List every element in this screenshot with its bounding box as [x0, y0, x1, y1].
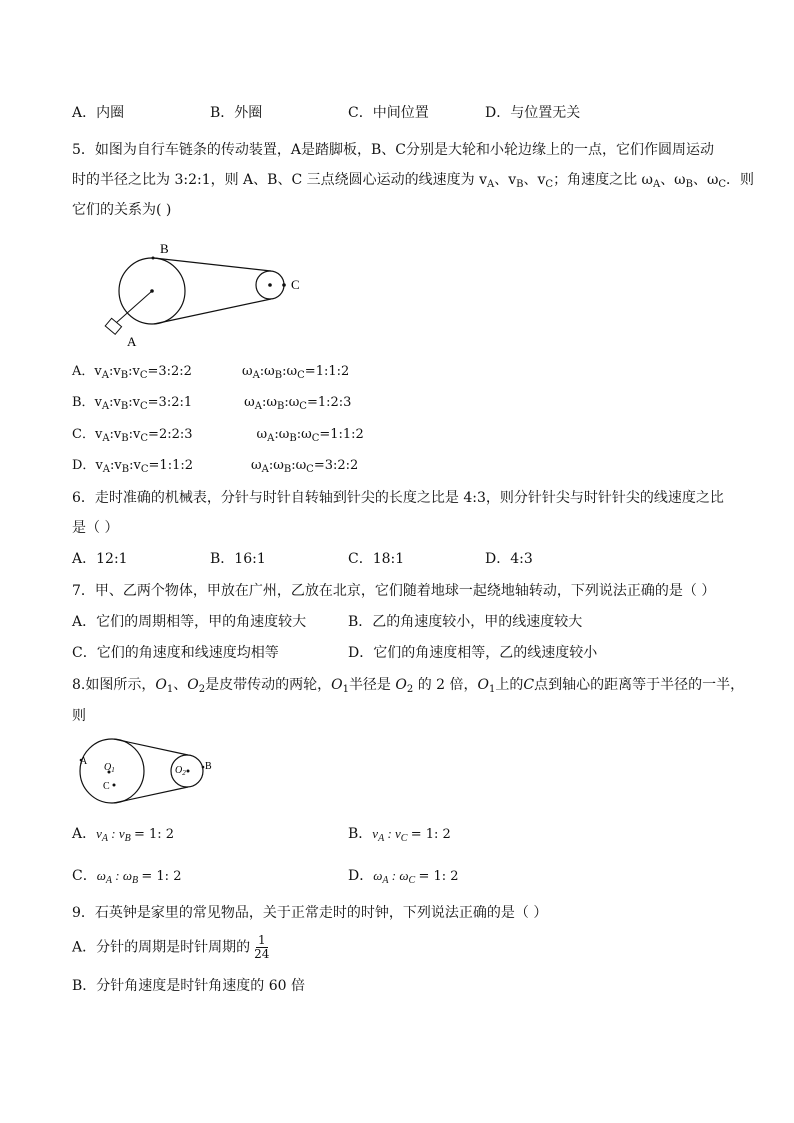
label-c: C	[291, 277, 300, 292]
label-b: B	[160, 241, 169, 256]
q5-option-a: A．$v_A:v_B:v_C=3:2:2$ $\omega_A:\omega_B:\omega_C=1:1:2$	[72, 364, 350, 381]
q7-option-c: C．它们的角速度和线速度均相等	[72, 645, 279, 661]
q5-stem-line1: 5．如图为自行车链条的传动装置，A是踏脚板，B、C分别是大轮和小轮边缘上的一点，它们作圆周运动	[72, 142, 715, 158]
label-a: A	[80, 756, 88, 767]
q6-option-d: D．4:3	[485, 551, 533, 567]
fraction-1-24: $\frac{1}{24}$	[254, 933, 270, 961]
q7-option-b: B．乙的角速度较小，甲的线速度较大	[348, 614, 583, 630]
q9-stem: 9．石英钟是家里的常见物品，关于正常走时的时钟，下列说法正确的是（ ）	[72, 905, 548, 921]
q8-stem-line2: 则	[72, 708, 86, 724]
q5-bicycle-chain-figure	[95, 238, 315, 350]
q6-stem-line1: 6．走时准确的机械表，分针与时针自转轴到针尖的长度之比是 4:3，则分针针尖与时针针尖的线速度之比	[72, 490, 724, 506]
q8-stem-line1: 8.如图所示，$O_1$、$O_2$是皮带传动的两轮，$O_1$半径是 $O_2$ 的 2 倍，$O_1$上的C点到轴心的距离等于半径的一半，	[72, 677, 745, 695]
chain-bottom	[154, 299, 271, 324]
label-o2: $O_2$	[175, 765, 186, 777]
q7-option-d: D．它们的角速度相等，乙的线速度较小	[348, 645, 598, 661]
q9-option-a: A．分针的周期是时针周期的 $\frac{1}{24}$	[72, 933, 270, 961]
q5-stem-line3: 它们的关系为( )	[72, 202, 172, 218]
q6-option-b: B．16:1	[210, 551, 266, 567]
q5-option-d: D．$v_A:v_B:v_C=1:1:2$ $\omega_A:\omega_B:\omega_C=3:2:2$	[72, 458, 359, 475]
label-c: C	[103, 781, 110, 792]
q4-option-b: B．外圈	[210, 105, 263, 121]
belt-top	[114, 739, 188, 755]
q5-option-c: C．$v_A:v_B:v_C=2:2:3$ $\omega_A:\omega_B:\omega_C=1:1:2$	[72, 427, 364, 444]
q7-stem: 7．甲、乙两个物体，甲放在广州，乙放在北京，它们随着地球一起绕地轴转动，下列说法正确的是（ ）	[72, 583, 716, 599]
belt-bottom	[114, 787, 188, 803]
q7-option-a: A．它们的周期相等，甲的角速度较大	[72, 614, 307, 630]
label-a: A	[127, 334, 137, 349]
q8-option-b: B．$v_A$ : $v_C = 1$: 2	[348, 826, 451, 844]
q5-option-b: B．$v_A:v_B:v_C=3:2:1$ $\omega_A:\omega_B:\omega_C=1:2:3$	[72, 395, 352, 412]
q6-option-a: A．12:1	[72, 551, 128, 567]
q8-option-a: A．$v_A$ : $v_B = 1$: 2	[72, 826, 175, 844]
q4-option-d: D．与位置无关	[485, 105, 581, 121]
q5-stem-line2: 时的半径之比为 3:2:1，则 A、B、C 三点绕圆心运动的线速度为 $v_A$、$v_B$、$v_C$；角速度之比 $\omega_A$、$\omega_B$、$\omega_C$．则	[72, 172, 755, 190]
label-b: B	[205, 761, 212, 772]
q4-option-a: A．内圈	[72, 105, 125, 121]
label-o1: $O_1$	[104, 762, 115, 774]
q6-stem-line2: 是（ ）	[72, 520, 119, 536]
q8-option-c: C．$\omega_A$ : $\omega_B = 1$: 2	[72, 868, 182, 886]
q4-option-c: C．中间位置	[348, 105, 429, 121]
q9-option-b: B．分针角速度是时针角速度的 60 倍	[72, 978, 306, 994]
q8-belt-drive-figure	[70, 736, 220, 808]
q8-option-d: D．$\omega_A$ : $\omega_C = 1$: 2	[348, 868, 459, 886]
q6-option-c: C．18:1	[348, 551, 405, 567]
